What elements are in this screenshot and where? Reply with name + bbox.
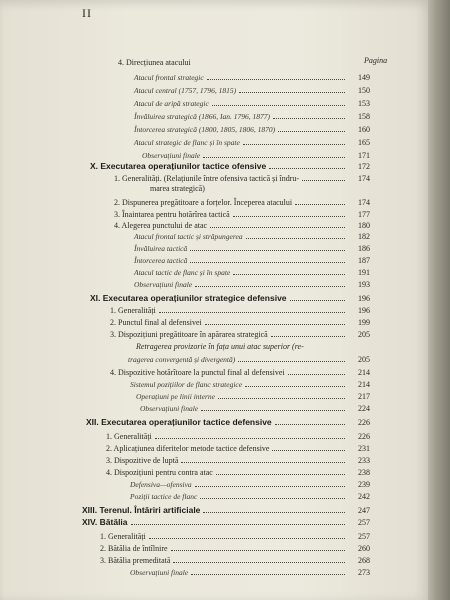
toc-page-number: 226 xyxy=(358,432,370,441)
toc-page-number: 177 xyxy=(358,210,370,219)
leader-dots xyxy=(173,554,345,563)
toc-entry xyxy=(130,566,370,577)
toc-entry-title: Întorcerea strategică (1800, 1805, 1806, 1870) xyxy=(134,125,276,134)
toc-chapter xyxy=(82,504,370,515)
toc-entry-title: 2. Dispunerea pregătitoare a forțelor. Începerea atacului xyxy=(114,198,293,207)
toc-entry xyxy=(134,266,370,277)
toc-entry xyxy=(106,442,370,453)
leader-dots xyxy=(201,402,345,411)
toc-chapter-title: XI. Executarea operațiunilor strategice defensive xyxy=(90,293,287,303)
leader-dots xyxy=(288,366,345,375)
leader-dots xyxy=(243,136,345,145)
toc-entry-title: Operațiuni pe linii interne xyxy=(136,392,215,401)
toc-page-number: 193 xyxy=(358,280,370,289)
leader-dots xyxy=(273,110,345,119)
toc-entry xyxy=(110,304,370,315)
toc-page-number: 182 xyxy=(358,232,370,241)
leader-dots xyxy=(181,454,345,463)
leader-dots xyxy=(278,123,345,132)
leader-dots xyxy=(233,266,345,275)
toc-entry xyxy=(142,149,370,160)
toc-entry xyxy=(114,196,370,207)
toc-page-number: 273 xyxy=(358,568,370,577)
toc-entry xyxy=(100,530,370,541)
toc-entry-title: 3. Dispozițiuni pregătitoare în apărarea strategică xyxy=(110,330,268,339)
toc-entry xyxy=(134,136,370,147)
toc-entry xyxy=(134,242,370,253)
toc-chapter-title: X. Executarea operațiunilor tactice ofensive xyxy=(90,161,267,171)
leader-dots xyxy=(275,416,345,425)
toc-entry-title: 1. Generalități xyxy=(110,306,156,315)
toc-entry-title: Întorcerea tactică xyxy=(134,256,188,265)
leader-dots xyxy=(203,149,345,158)
toc-chapter-title: XIV. Bătălia xyxy=(82,517,128,527)
toc-page-number: 205 xyxy=(358,330,370,339)
toc-entry xyxy=(134,110,370,121)
toc-page-number: 153 xyxy=(358,99,370,108)
leader-dots xyxy=(272,442,345,451)
toc-entry-title: 3. Dispozitive de luptă xyxy=(106,456,179,465)
toc-page-number: 199 xyxy=(358,318,370,327)
toc-page-number: 257 xyxy=(358,532,370,541)
toc-entry-continuation: Retragerea provizorie în fața unui atac superior (re- xyxy=(136,342,304,351)
leader-dots xyxy=(290,292,345,301)
toc-entry-title: 1. Generalități. (Relațiunile între ofensiva tactică și îndru- xyxy=(114,174,300,183)
toc-entry xyxy=(106,454,370,465)
toc-entry xyxy=(134,84,370,95)
toc-page-number: 186 xyxy=(358,244,370,253)
leader-dots xyxy=(149,530,345,539)
toc-page-number: 187 xyxy=(358,256,370,265)
toc-entry-title: Atacul frontal tactic și străpungerea xyxy=(134,232,243,241)
toc-entry-title: 3. Înaintarea pentru hotărîrea tactică xyxy=(114,210,230,219)
toc-page-number: 196 xyxy=(358,294,370,303)
toc-entry xyxy=(106,466,370,477)
toc-page-number: 238 xyxy=(358,468,370,477)
leader-dots xyxy=(245,378,345,387)
leader-dots xyxy=(246,230,345,239)
toc-entry-continuation: marea strategică) xyxy=(150,184,205,193)
toc-entry xyxy=(100,554,370,565)
toc-entry-title: 4. Alegerea punctului de atac xyxy=(114,221,208,230)
toc-entry-title: 4. Dispozitive hotărîtoare la punctul final al defensivei xyxy=(110,368,285,377)
leader-dots xyxy=(200,490,345,499)
toc-entry-title: Atacul central (1757, 1796, 1815) xyxy=(134,86,237,95)
toc-entry xyxy=(134,71,370,82)
leader-dots xyxy=(159,304,345,313)
toc-chapter xyxy=(86,416,370,427)
leader-dots xyxy=(191,566,345,575)
leader-dots xyxy=(218,390,345,399)
toc-entry-title: 4. Direcțiunea atacului xyxy=(118,58,191,67)
toc-entry-title: Învăluirea strategică (1866, Ian. 1796, 1877) xyxy=(134,112,270,121)
leader-dots xyxy=(203,504,345,513)
toc-entry xyxy=(130,378,370,389)
book-page-edge xyxy=(428,0,450,600)
toc-page-number: 224 xyxy=(358,404,370,413)
toc-entry-title: Sistemul pozițiilor de flanc strategice xyxy=(130,380,243,389)
toc-entry xyxy=(114,172,370,183)
toc-entry xyxy=(140,402,370,413)
toc-page-number: 247 xyxy=(358,506,370,515)
leader-dots xyxy=(210,219,345,228)
toc-entry-title: Atacul de aripă strategic xyxy=(134,99,209,108)
toc-page-number: 172 xyxy=(358,162,370,171)
toc-page-number: 196 xyxy=(358,306,370,315)
leader-dots xyxy=(212,97,345,106)
toc-entry-title: tragerea convergentă și divergentă) xyxy=(128,355,236,364)
toc-entry xyxy=(100,542,370,553)
toc-entry-title: Observațiuni finale xyxy=(140,404,199,413)
toc-entry xyxy=(134,278,370,289)
toc-chapter-title: XII. Executarea operațiunilor tactice defensive xyxy=(86,417,272,427)
toc-entry-title: Defensiva—ofensiva xyxy=(130,480,192,489)
leader-dots xyxy=(171,542,345,551)
toc-chapter xyxy=(82,516,370,527)
leader-dots xyxy=(190,242,345,251)
toc-page-number: 268 xyxy=(358,556,370,565)
toc-chapter xyxy=(90,292,370,303)
toc-page-number: 233 xyxy=(358,456,370,465)
toc-entry-title: 1. Generalități xyxy=(100,532,146,541)
leader-dots xyxy=(131,516,345,525)
page-number-roman: II xyxy=(82,6,92,20)
toc-entry-title: 1. Generalități xyxy=(106,432,152,441)
toc-entry-title: Poziții tactice de flanc xyxy=(130,492,198,501)
toc-entry-title: 2. Punctul final al defensivei xyxy=(110,318,202,327)
leader-dots xyxy=(238,353,345,362)
leader-dots xyxy=(239,84,345,93)
toc-page-number: 174 xyxy=(358,174,370,183)
toc-entry xyxy=(114,219,370,230)
toc-chapter xyxy=(90,160,370,171)
pagina-header: Pagina xyxy=(364,56,388,65)
toc-page-number: 191 xyxy=(358,268,370,277)
toc-entry-title: 4. Dispozițiuni pentru contra atac xyxy=(106,468,213,477)
toc-entry-title: Atacul strategic de flanc și în spate xyxy=(134,138,240,147)
toc-page-number: 214 xyxy=(358,380,370,389)
toc-entry-title: Observațiuni finale xyxy=(142,151,201,160)
toc-entry xyxy=(106,430,370,441)
leader-dots xyxy=(195,478,345,487)
leader-dots xyxy=(207,71,345,80)
toc-entry xyxy=(134,230,370,241)
toc-entry-title: 2. Aplicațiunea diferitelor metode tactice defensive xyxy=(106,444,270,453)
leader-dots xyxy=(269,160,345,169)
toc-entry-title: Observațiuni finale xyxy=(134,280,193,289)
toc-page-number: 217 xyxy=(358,392,370,401)
leader-dots xyxy=(205,316,345,325)
leader-dots xyxy=(195,278,345,287)
leader-dots xyxy=(155,430,345,439)
leader-dots xyxy=(302,172,345,181)
leader-dots xyxy=(233,208,345,217)
toc-entry-title: Observațiuni finale xyxy=(130,568,189,577)
toc-entry xyxy=(110,366,370,377)
toc-entry-title: Atacul frontal strategic xyxy=(134,73,204,82)
leader-dots xyxy=(190,254,345,263)
toc-entry-title: 3. Bătălia premeditată xyxy=(100,556,171,565)
toc-entry xyxy=(136,390,370,401)
toc-entry xyxy=(128,353,370,364)
toc-page-number: 165 xyxy=(358,138,370,147)
toc-page-number: 149 xyxy=(358,73,370,82)
leader-dots xyxy=(271,328,345,337)
toc-entry-title: Atacul tactic de flanc și în spate xyxy=(134,268,231,277)
toc-page-number: 257 xyxy=(358,518,370,527)
leader-dots xyxy=(295,196,345,205)
toc-entry xyxy=(110,316,370,327)
toc-page-number: 239 xyxy=(358,480,370,489)
toc-page-number: 226 xyxy=(358,418,370,427)
toc-entry-title: 2. Bătălia de întîlnire xyxy=(100,544,168,553)
toc-page-number: 180 xyxy=(358,221,370,230)
toc-entry xyxy=(134,97,370,108)
toc-page-number: 158 xyxy=(358,112,370,121)
toc-chapter-title: XIII. Terenul. Întăriri artificiale xyxy=(82,505,201,515)
toc-entry xyxy=(130,490,370,501)
toc-page-number: 231 xyxy=(358,444,370,453)
toc-entry xyxy=(134,254,370,265)
leader-dots xyxy=(216,466,345,475)
toc-entry xyxy=(110,328,370,339)
toc-page-number: 205 xyxy=(358,355,370,364)
toc-page-number: 260 xyxy=(358,544,370,553)
toc-entry xyxy=(130,478,370,489)
toc-page-number: 214 xyxy=(358,368,370,377)
toc-page-number: 242 xyxy=(358,492,370,501)
toc-page-number: 160 xyxy=(358,125,370,134)
toc-page-number: 150 xyxy=(358,86,370,95)
toc-entry-title: Învăluirea tactică xyxy=(134,244,188,253)
toc-entry xyxy=(118,57,336,68)
toc-entry xyxy=(134,123,370,134)
toc-page-number: 174 xyxy=(358,198,370,207)
toc-entry xyxy=(114,208,370,219)
toc-page-number: 171 xyxy=(358,151,370,160)
